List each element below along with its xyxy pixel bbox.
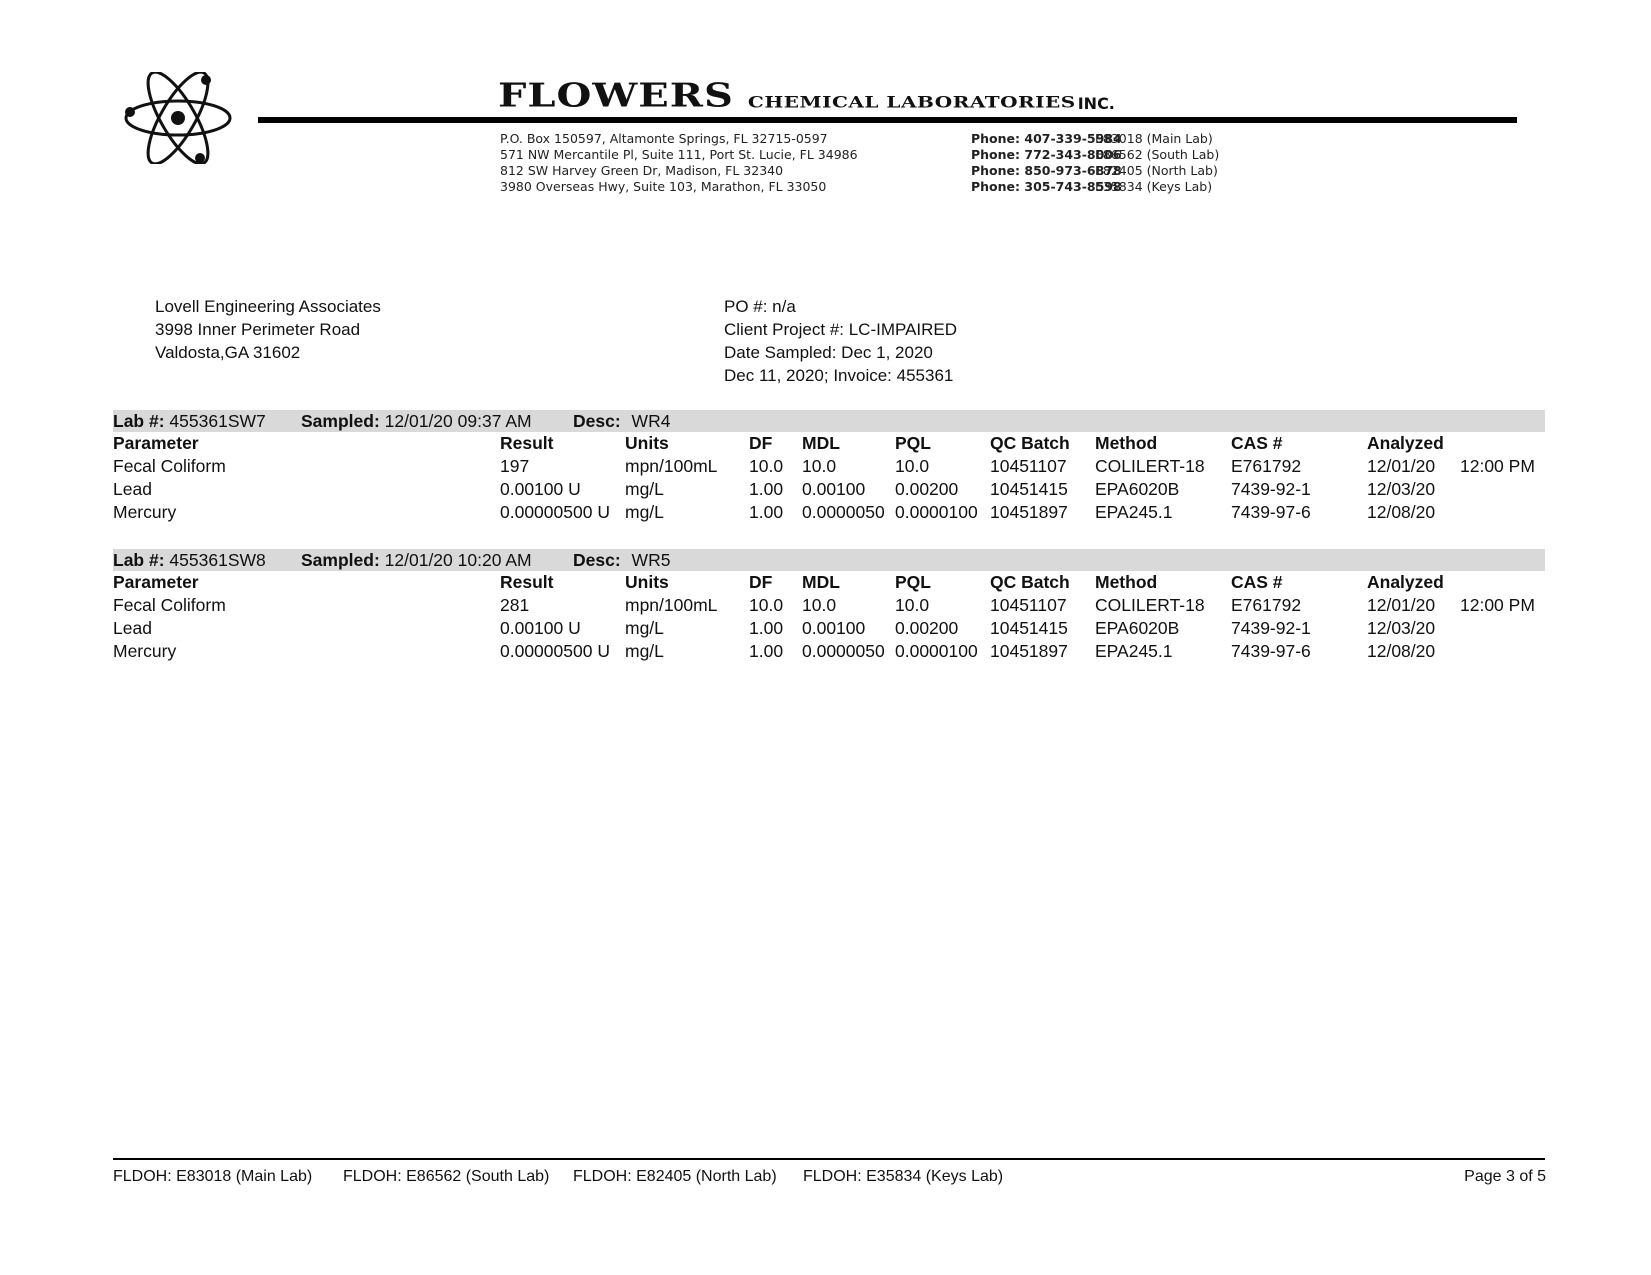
cell-result: 197 [500,456,530,476]
cell-date: 12/08/20 [1367,641,1436,661]
footer-north-lab: FLDOH: E82405 (North Lab) [573,1168,777,1185]
col-cas: CAS # [1231,572,1283,592]
cell-cas: 7439-92-1 [1231,479,1311,499]
phone-line [971,163,1219,179]
col-analyzed: Analyzed [1367,433,1444,453]
col-df: DF [749,433,773,453]
cell-date: 12/03/20 [1367,618,1436,638]
lab-number: Lab #: 455361SW8 [113,550,266,570]
sample-header [113,549,1545,571]
brand-inc: INC. [1077,94,1115,113]
client-address [155,295,381,364]
sample-block [113,410,1545,524]
cell-pql: 10.0 [895,456,930,476]
table-row [113,617,1545,640]
sample-header [113,410,1545,432]
col-method: Method [1095,572,1158,592]
client-name: Lovell Engineering Associates [155,297,381,316]
table-row [113,478,1545,501]
phone-number: Phone: 407-339-5984 [971,131,1122,146]
report-info [724,295,957,387]
cell-qc: 10451415 [990,618,1068,638]
sample-desc: Desc: WR5 [573,550,671,570]
cell-qc: 10451897 [990,502,1068,522]
cell-result: 0.00100 U [500,618,581,638]
client-project: Client Project #: LC-IMPAIRED [724,320,958,339]
cell-result: 0.00000500 U [500,502,610,522]
col-units: Units [625,572,669,592]
atom-logo-icon [118,72,238,164]
cell-pql: 0.0000100 [895,502,978,522]
cell-cas: 7439-97-6 [1231,502,1311,522]
cell-param: Fecal Coliform [113,456,226,476]
cell-date: 12/08/20 [1367,502,1436,522]
col-pql: PQL [895,572,931,592]
cell-param: Fecal Coliform [113,595,226,615]
cell-method: EPA245.1 [1095,502,1173,522]
table-row [113,501,1545,524]
sampled-time: Sampled: 12/01/20 09:37 AM [301,411,532,431]
cell-param: Lead [113,618,152,638]
col-df: DF [749,572,773,592]
lab-addresses [500,131,858,195]
cell-units: mg/L [625,618,664,638]
cell-df: 1.00 [749,641,784,661]
address-line: 571 NW Mercantile Pl, Suite 111, Port St. Lucie, FL 34986 [500,147,858,162]
col-cas: CAS # [1231,433,1283,453]
col-qc-batch: QC Batch [990,572,1070,592]
col-units: Units [625,433,669,453]
phone-line [971,147,1219,163]
date-sampled: Date Sampled: Dec 1, 2020 [724,343,933,362]
cell-time: 12:00 PM [1460,595,1535,615]
client-street: 3998 Inner Perimeter Road [155,320,361,339]
cell-df: 10.0 [749,456,784,476]
cell-cas: E761792 [1231,456,1302,476]
cell-mdl: 0.0000050 [802,502,885,522]
cell-df: 1.00 [749,502,784,522]
cell-df: 10.0 [749,595,784,615]
cell-pql: 0.00200 [895,618,959,638]
cell-pql: 0.0000100 [895,641,978,661]
lab-number: Lab #: 455361SW7 [113,411,266,431]
cell-df: 1.00 [749,479,784,499]
po-number: PO #: n/a [724,297,796,316]
cell-param: Lead [113,479,152,499]
cell-qc: 10451107 [990,595,1067,615]
lab-code: E82405 (North Lab) [1094,163,1218,178]
cell-date: 12/01/20 [1367,595,1436,615]
address-line: 3980 Overseas Hwy, Suite 103, Marathon, FL 33050 [500,179,827,194]
cell-units: mg/L [625,479,664,499]
cell-qc: 10451107 [990,456,1067,476]
brand-sub: CHEMICAL LABORATORIES [747,92,1076,112]
phone-number: Phone: 772-343-8006 [971,147,1122,162]
cell-method: COLILERT-18 [1095,456,1205,476]
lab-phones [971,131,1219,195]
cell-param: Mercury [113,502,177,522]
footer-rule [113,1158,1545,1160]
footer-south-lab: FLDOH: E86562 (South Lab) [343,1168,550,1185]
cell-result: 281 [500,595,530,615]
col-qc-batch: QC Batch [990,433,1070,453]
lab-code: E86562 (South Lab) [1094,147,1220,162]
cell-result: 0.00000500 U [500,641,610,661]
cell-qc: 10451415 [990,479,1068,499]
phone-number: Phone: 305-743-8598 [971,179,1122,194]
cell-time: 12:00 PM [1460,456,1535,476]
col-mdl: MDL [802,572,840,592]
cell-units: mpn/100mL [625,456,718,476]
cell-cas: E761792 [1231,595,1302,615]
footer-main-lab: FLDOH: E83018 (Main Lab) [113,1168,313,1185]
cell-mdl: 0.0000050 [802,641,885,661]
col-parameter: Parameter [113,433,199,453]
cell-mdl: 10.0 [802,456,837,476]
cell-mdl: 0.00100 [802,479,866,499]
address-line: 812 SW Harvey Green Dr, Madison, FL 32340 [500,163,784,178]
sample-block [113,549,1545,663]
client-city: Valdosta,GA 31602 [155,343,301,362]
col-method: Method [1095,433,1158,453]
col-analyzed: Analyzed [1367,572,1444,592]
cell-qc: 10451897 [990,641,1068,661]
lab-code: E83018 (Main Lab) [1094,131,1213,146]
cell-method: EPA6020B [1095,618,1180,638]
cell-method: COLILERT-18 [1095,595,1205,615]
table-header-row [113,571,1545,594]
table-row [113,455,1545,478]
cell-units: mpn/100mL [625,595,718,615]
cell-mdl: 10.0 [802,595,837,615]
cell-method: EPA245.1 [1095,641,1173,661]
lab-code: E35834 (Keys Lab) [1094,179,1213,194]
brand-name [498,76,1115,116]
cell-date: 12/01/20 [1367,456,1436,476]
cell-units: mg/L [625,502,664,522]
col-parameter: Parameter [113,572,199,592]
phone-line [971,179,1219,195]
cell-param: Mercury [113,641,177,661]
col-mdl: MDL [802,433,840,453]
cell-date: 12/03/20 [1367,479,1436,499]
phone-line [971,131,1219,147]
cell-pql: 10.0 [895,595,930,615]
sample-desc: Desc: WR4 [573,411,671,431]
header-rule [258,117,1517,123]
cell-result: 0.00100 U [500,479,581,499]
col-result: Result [500,433,554,453]
table-row [113,594,1545,617]
invoice-line: Dec 11, 2020; Invoice: 455361 [724,366,954,385]
phone-number: Phone: 850-973-6878 [971,163,1122,178]
footer-keys-lab: FLDOH: E35834 (Keys Lab) [803,1168,1004,1185]
cell-units: mg/L [625,641,664,661]
cell-cas: 7439-97-6 [1231,641,1311,661]
address-line: P.O. Box 150597, Altamonte Springs, FL 32715-0597 [500,131,828,146]
cell-mdl: 0.00100 [802,618,866,638]
cell-df: 1.00 [749,618,784,638]
table-header-row [113,432,1545,455]
col-pql: PQL [895,433,931,453]
table-row [113,640,1545,663]
cell-pql: 0.00200 [895,479,959,499]
col-result: Result [500,572,554,592]
brand-main: FLOWERS [498,76,734,115]
cell-method: EPA6020B [1095,479,1180,499]
sampled-time: Sampled: 12/01/20 10:20 AM [301,550,532,570]
page-number: Page 3 of 5 [1464,1168,1546,1185]
cell-cas: 7439-92-1 [1231,618,1311,638]
